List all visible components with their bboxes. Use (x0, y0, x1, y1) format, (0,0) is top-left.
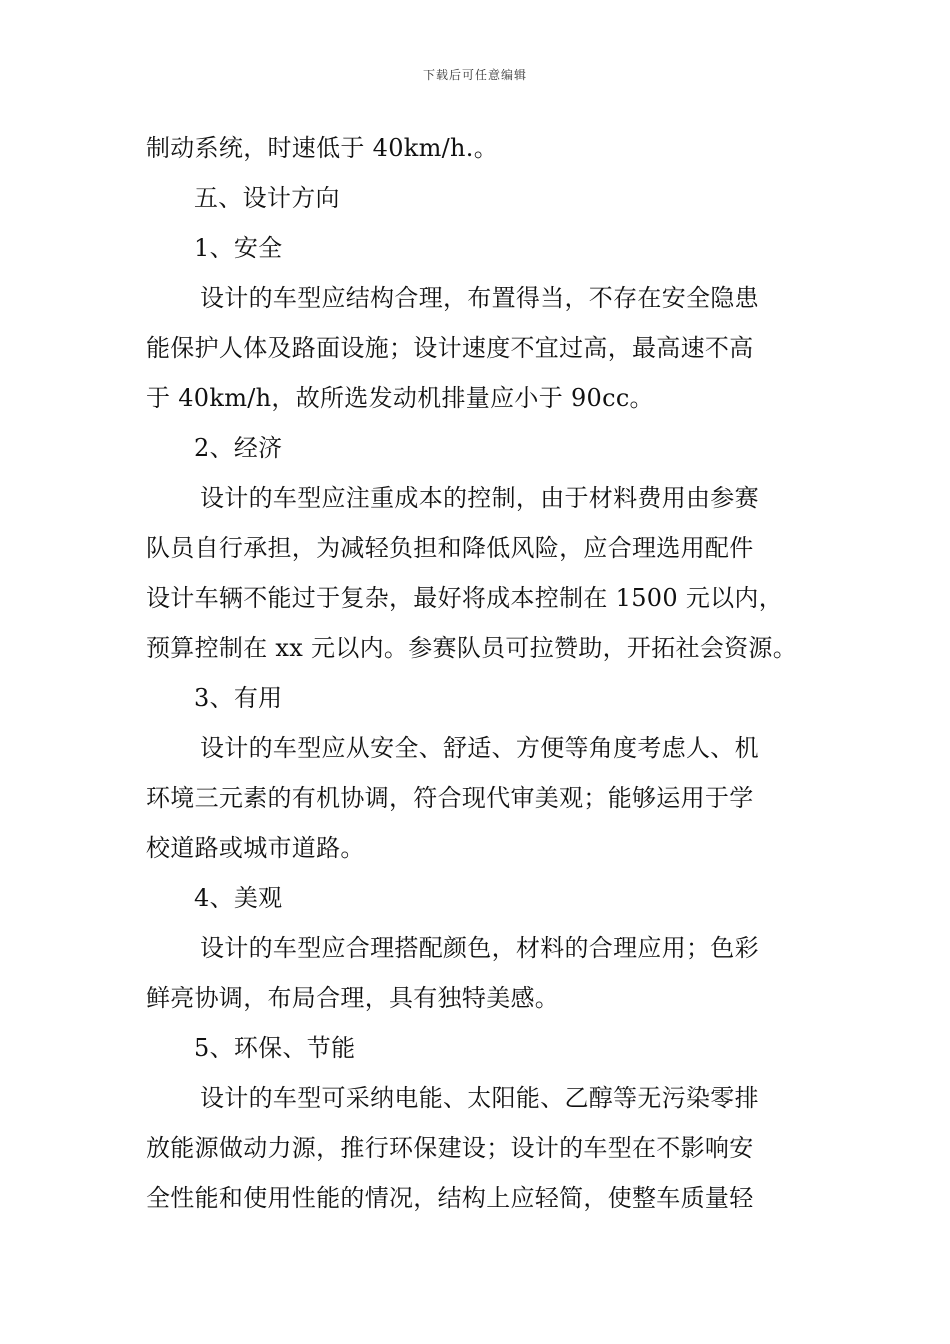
paragraph-line-economy-4: 预算控制在 xx 元以内。参赛队员可拉赞助，开拓社会资源。 (146, 634, 798, 662)
paragraph-line-brake-speed: 制动系统，时速低于 40km/h.。 (146, 134, 499, 162)
subheading-eco-energy: 5、环保、节能 (194, 1034, 356, 1062)
paragraph-line-usefulness-2: 环境三元素的有机协调，符合现代审美观；能够运用于学 (146, 784, 754, 812)
document-body (146, 127, 810, 1227)
page-header-note: 下载后可任意编辑 (422, 68, 527, 82)
paragraph-line-safety-3: 于 40km/h，故所选发动机排量应小于 90cc。 (146, 384, 654, 412)
subheading-economy: 2、经济 (194, 434, 283, 462)
paragraph-line-eco-energy-2: 放能源做动力源，推行环保建设；设计的车型在不影响安 (146, 1134, 754, 1162)
paragraph-line-economy-3: 设计车辆不能过于复杂，最好将成本控制在 1500 元以内， (146, 584, 784, 612)
subheading-aesthetics: 4、美观 (194, 884, 283, 912)
paragraph-line-eco-energy-1: 设计的车型可采纳电能、太阳能、乙醇等无污染零排 (200, 1084, 759, 1112)
paragraph-line-aesthetics-1: 设计的车型应合理搭配颜色，材料的合理应用；色彩 (200, 934, 759, 962)
subheading-usefulness: 3、有用 (194, 684, 283, 712)
paragraph-line-safety-1: 设计的车型应结构合理，布置得当，不存在安全隐患 (200, 284, 759, 312)
section-heading-design-direction: 五、设计方向 (194, 184, 340, 212)
paragraph-line-economy-2: 队员自行承担，为减轻负担和降低风险，应合理选用配件 (146, 534, 754, 562)
paragraph-line-safety-2: 能保护人体及路面设施；设计速度不宜过高，最高速不高 (146, 334, 754, 362)
subheading-safety: 1、安全 (194, 234, 283, 262)
paragraph-line-usefulness-1: 设计的车型应从安全、舒适、方便等角度考虑人、机 (200, 734, 759, 762)
paragraph-line-aesthetics-2: 鲜亮协调，布局合理，具有独特美感。 (146, 984, 560, 1012)
paragraph-line-usefulness-3: 校道路或城市道路。 (146, 834, 365, 862)
paragraph-line-eco-energy-3: 全性能和使用性能的情况，结构上应轻简，使整车质量轻 (146, 1184, 754, 1212)
paragraph-line-economy-1: 设计的车型应注重成本的控制，由于材料费用由参赛 (200, 484, 759, 512)
